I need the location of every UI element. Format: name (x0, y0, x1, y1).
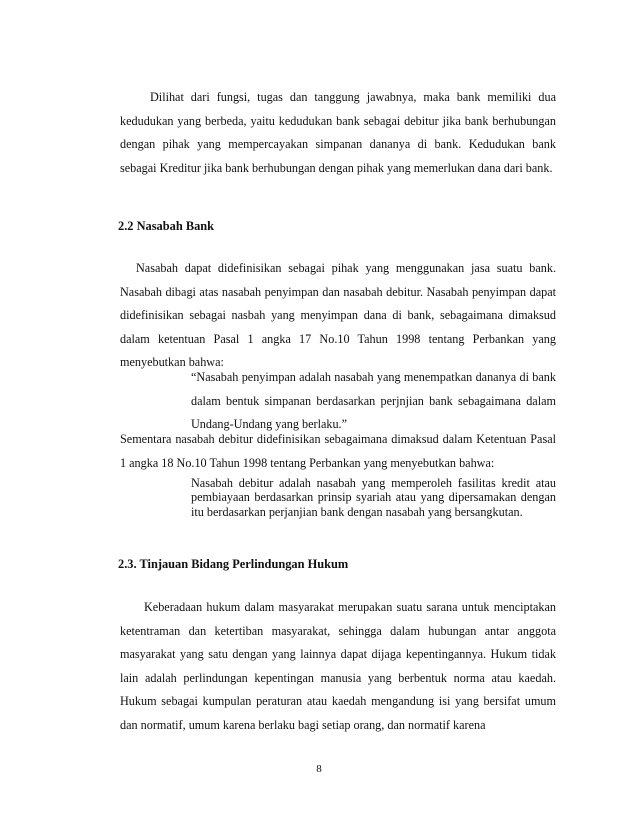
heading-perlindungan-hukum: 2.3. Tinjauan Bidang Perlindungan Hukum (118, 557, 349, 571)
paragraph-nasabah-debitur: Sementara nasabah debitur didefinisikan sebagaimana dimaksud dalam Ketentuan Pasal 1 angka 18 No.10 Tahun 1998 tentang Perbankan yang menyebutkan bahwa: (120, 432, 556, 470)
heading-nasabah-bank: 2.2 Nasabah Bank (118, 219, 215, 233)
paragraph-nasabah-definition: Nasabah dapat didefinisikan sebagai pihak yang menggunakan jasa suatu bank. Nasabah dibagi atas nasabah penyimpan dan nasabah debitur. Nasabah penyimpan dapat didefinisikan sebagai nasbah yang menyimpan dana di bank, sebagaimana dimaksud dalam ketentuan Pasal 1 angka 17 No.10 Tahun 1998 tentang Perbankan yang menyebutkan bahwa: (120, 261, 556, 370)
page-number: 8 (316, 763, 322, 775)
paragraph-keberadaan-hukum: Keberadaan hukum dalam masyarakat merupakan suatu sarana untuk menciptakan ketentraman dan ketertiban masyarakat, sehingga dalam hubungan antar anggota masyarakat yang satu dengan yang lainnya dapat dijaga kepentingannya. Hukum tidak lain adalah perlindungan kepentingan manusia yang berbentuk norma atau kaedah. Hukum sebagai kumpulan peraturan atau kaedah mengandung isi yang bersifat umum dan normatif, umum karena berlaku bagi setiap orang, dan normatif karena (120, 600, 556, 732)
quote-nasabah-penyimpan: “Nasabah penyimpan adalah nasabah yang menempatkan dananya di bank dalam bentuk simpanan berdasarkan perjnjian bank sebagaimana dalam Undang-Undang yang berlaku.” (191, 370, 556, 432)
paragraph-bank-position: Dilihat dari fungsi, tugas dan tanggung jawabnya, maka bank memiliki dua kedudukan yang berbeda, yaitu kedudukan bank sebagai debitur jika bank berhubungan dengan pihak yang mempercayakan simpanan dananya di bank. Kedudukan bank sebagai Kreditur jika bank berhubungan dengan pihak yang memerlukan dana dari bank. (120, 90, 556, 175)
quote-nasabah-debitur: Nasabah debitur adalah nasabah yang memperoleh fasilitas kredit atau pembiayaan berdasarkan prinsip syariah atau yang dipersamakan dengan itu berdasarkan perjanjian bank dengan nasabah yang bersangkutan. (191, 476, 556, 519)
